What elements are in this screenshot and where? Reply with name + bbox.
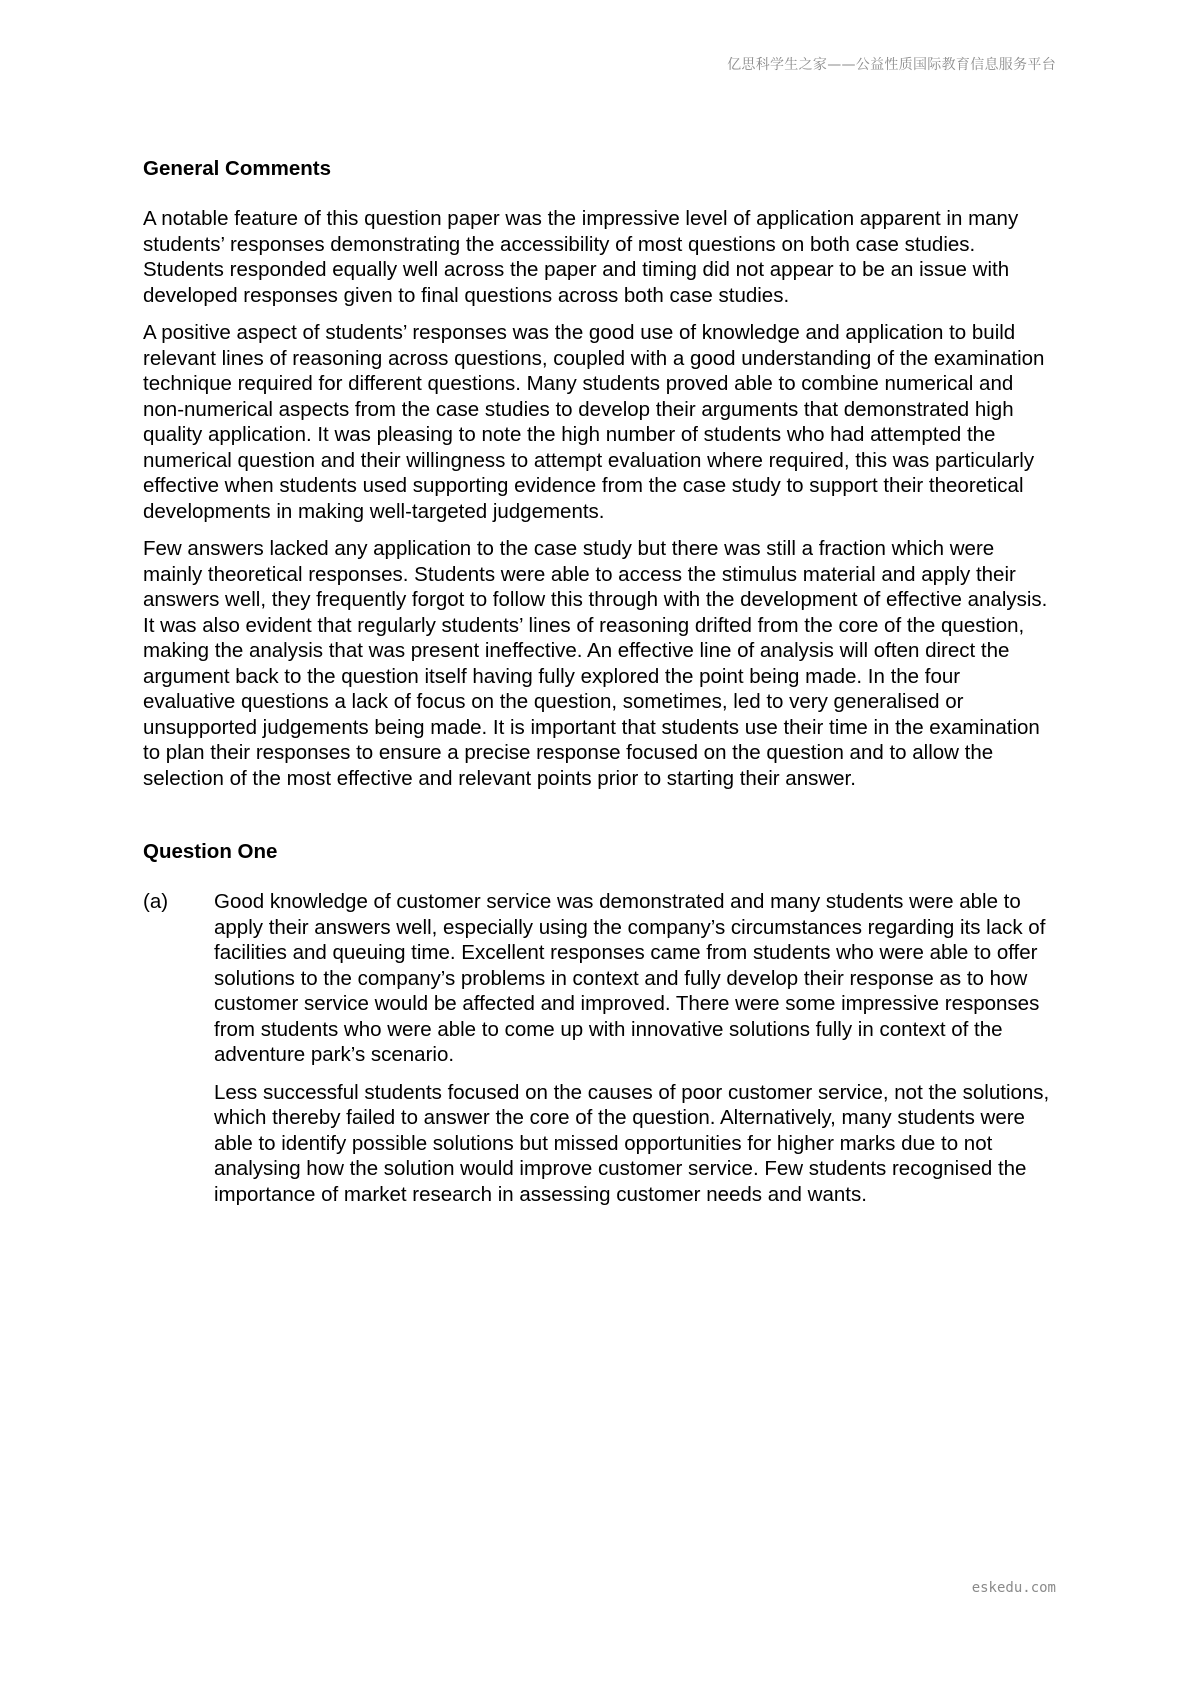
question-one-heading: Question One: [143, 840, 278, 863]
general-comments-heading: General Comments: [143, 157, 331, 180]
general-paragraph-2: A positive aspect of students’ responses was the good use of knowledge and application to build relevant lines of reasoning across questions, coupled with a good understanding of the examination technique required for different questions. Many students proved able to combine numerical and non-numerical aspects from the case studies to develop their arguments that demonstrated high quality application. It was pleasing to note the high number of students who had attempted the numerical question and their willingness to attempt evaluation where required, this was particularly effective when students used supporting evidence from the case study to support their theoretical developments in making well-targeted judgements.: [143, 321, 1045, 523]
question-one-item-a: [143, 889, 1058, 1207]
page-header-site-text: 亿思科学生之家——公益性质国际教育信息服务平台: [727, 57, 1056, 73]
item-body: [214, 889, 1058, 1207]
document-body: [143, 156, 1058, 1207]
general-paragraph-3: Few answers lacked any application to the case study but there was still a fraction which were mainly theoretical responses. Students were able to access the stimulus material and apply their answers well, they frequently forgot to follow this through with the development of effective analysis. It was also evident that regularly students’ lines of reasoning drifted from the core of the question, making the analysis that was present ineffective. An effective line of analysis will often direct the argument back to the question itself having fully explored the point being made. In the four evaluative questions a lack of focus on the question, sometimes, led to very generalised or unsupported judgements being made. It is important that students use their time in the examination to plan their responses to ensure a precise response focused on the question and to allow the selection of the most effective and relevant points prior to starting their answer.: [143, 537, 1048, 790]
page-footer-site-text: eskedu.com: [971, 1580, 1056, 1596]
item-label: (a): [143, 890, 169, 913]
question-one-a-paragraph-2: Less successful students focused on the causes of poor customer service, not the solutions, which thereby failed to answer the core of the question. Alternatively, many students were able to identify possible solutions but missed opportunities for higher marks due to not analysing how the solution would improve customer service. Few students recognised the importance of market research in assessing customer needs and wants.: [214, 1080, 1050, 1206]
question-one-a-paragraph-1: Good knowledge of customer service was demonstrated and many students were able to apply their answers well, especially using the company’s circumstances regarding its lack of facilities and queuing time. Excellent responses came from students who were able to offer solutions to the company’s problems in context and fully develop their response as to how customer service would be affected and improved. There were some impressive responses from students who were able to come up with innovative solutions fully in context of the adventure park’s scenario.: [214, 890, 1046, 1066]
general-paragraph-1: A notable feature of this question paper was the impressive level of application apparent in many students’ responses demonstrating the accessibility of most questions on both case studies. Students responded equally well across the paper and timing did not appear to be an issue with developed responses given to final questions across both case studies.: [143, 207, 1019, 307]
